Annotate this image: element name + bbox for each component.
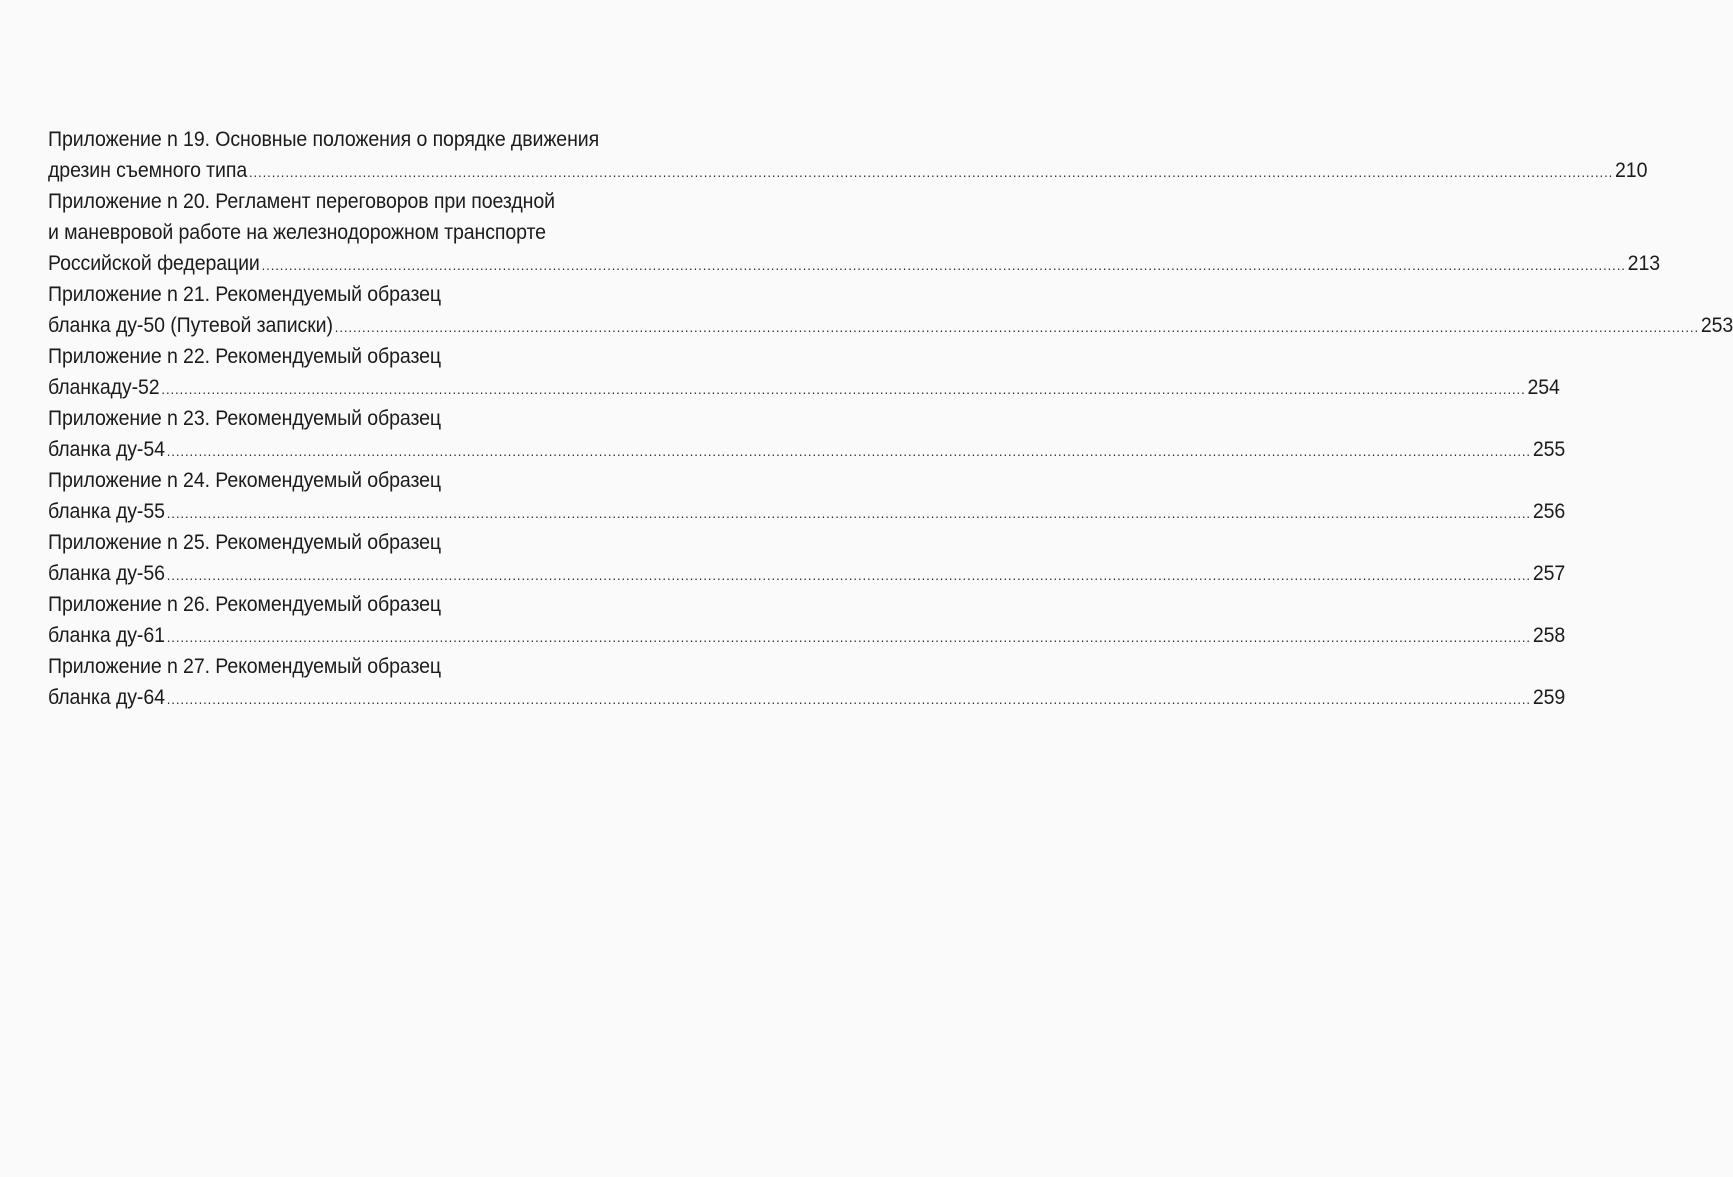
toc-entry-last-line xyxy=(48,372,1560,403)
toc-entry-last-line xyxy=(48,620,1566,651)
toc-entry[interactable] xyxy=(48,651,1566,713)
toc-entry-title-end: бланка ду-56 xyxy=(48,562,165,585)
toc-entry-title-end: бланка ду-55 xyxy=(48,500,165,523)
dot-leader: ............................................................................................................................................................................................................................................................................................................ xyxy=(166,443,1531,459)
table-of-contents xyxy=(48,124,1733,713)
toc-entry-title-line: и маневровой работе на железнодорожном транспорте xyxy=(48,221,546,244)
toc-entry[interactable] xyxy=(48,186,1660,279)
toc-entry-title-line: Приложение n 23. Рекомендуемый образец xyxy=(48,407,441,430)
toc-entry-title-line: Приложение n 20. Регламент переговоров при поездной xyxy=(48,190,555,213)
toc-entry-last-line xyxy=(48,496,1566,527)
toc-page-number: 257 xyxy=(1532,562,1566,585)
toc-page-number: 259 xyxy=(1532,686,1566,709)
toc-page-number: 254 xyxy=(1527,376,1560,399)
toc-entry[interactable] xyxy=(48,589,1566,651)
toc-entry[interactable] xyxy=(48,465,1566,527)
toc-entry-title-line: Приложение n 21. Рекомендуемый образец xyxy=(48,283,441,306)
toc-entry-last-line xyxy=(48,682,1566,713)
toc-entry[interactable] xyxy=(48,124,1648,186)
dot-leader: ............................................................................................................................................................................................................................................................................................................ xyxy=(248,164,1614,180)
toc-entry[interactable] xyxy=(48,341,1560,403)
toc-entry-title-line: Приложение n 19. Основные положения о порядке движения xyxy=(48,128,600,151)
dot-leader: ............................................................................................................................................................................................................................................................................................................ xyxy=(166,567,1531,583)
toc-entry[interactable] xyxy=(48,527,1566,589)
dot-leader: ............................................................................................................................................................................................................................................................................................................ xyxy=(166,691,1531,707)
toc-entry-last-line xyxy=(48,434,1566,465)
toc-entry-title-end: бланка ду-50 (Путевой записки) xyxy=(48,314,333,337)
toc-entry-title-line: Приложение n 24. Рекомендуемый образец xyxy=(48,469,441,492)
dot-leader: ............................................................................................................................................................................................................................................................................................................ xyxy=(166,629,1531,645)
toc-entry-title-end: бланка ду-54 xyxy=(48,438,165,461)
toc-page-number: 253 xyxy=(1700,314,1733,337)
toc-page-number: 256 xyxy=(1532,500,1566,523)
toc-page-number: 210 xyxy=(1615,159,1648,182)
toc-entry-title-line: Приложение n 27. Рекомендуемый образец xyxy=(48,655,441,678)
toc-entry-title-line: Приложение n 22. Рекомендуемый образец xyxy=(48,345,441,368)
toc-page-number: 213 xyxy=(1627,252,1660,275)
toc-entry-title-end: бланка ду-61 xyxy=(48,624,165,647)
toc-entry-title-end: дрезин съемного типа xyxy=(48,159,248,182)
toc-entry-last-line xyxy=(48,558,1566,589)
toc-page-number: 258 xyxy=(1532,624,1566,647)
toc-entry-title-line: Приложение n 25. Рекомендуемый образец xyxy=(48,531,441,554)
dot-leader: ............................................................................................................................................................................................................................................................................................................ xyxy=(161,381,1526,397)
toc-page-number: 255 xyxy=(1532,438,1566,461)
toc-entry-last-line xyxy=(48,155,1648,186)
toc-entry-title-end: Российской федерации xyxy=(48,252,260,275)
toc-entry-title-line: Приложение n 26. Рекомендуемый образец xyxy=(48,593,441,616)
toc-entry[interactable] xyxy=(48,403,1566,465)
dot-leader: ............................................................................................................................................................................................................................................................................................................ xyxy=(261,257,1626,273)
toc-entry-title-end: бланка ду-64 xyxy=(48,686,165,709)
dot-leader: ............................................................................................................................................................................................................................................................................................................ xyxy=(334,319,1699,335)
toc-entry[interactable] xyxy=(48,279,1733,341)
dot-leader: ............................................................................................................................................................................................................................................................................................................ xyxy=(166,505,1531,521)
toc-entry-last-line xyxy=(48,310,1733,341)
toc-entry-title-end: бланкаду-52 xyxy=(48,376,160,399)
toc-entry-last-line xyxy=(48,248,1660,279)
